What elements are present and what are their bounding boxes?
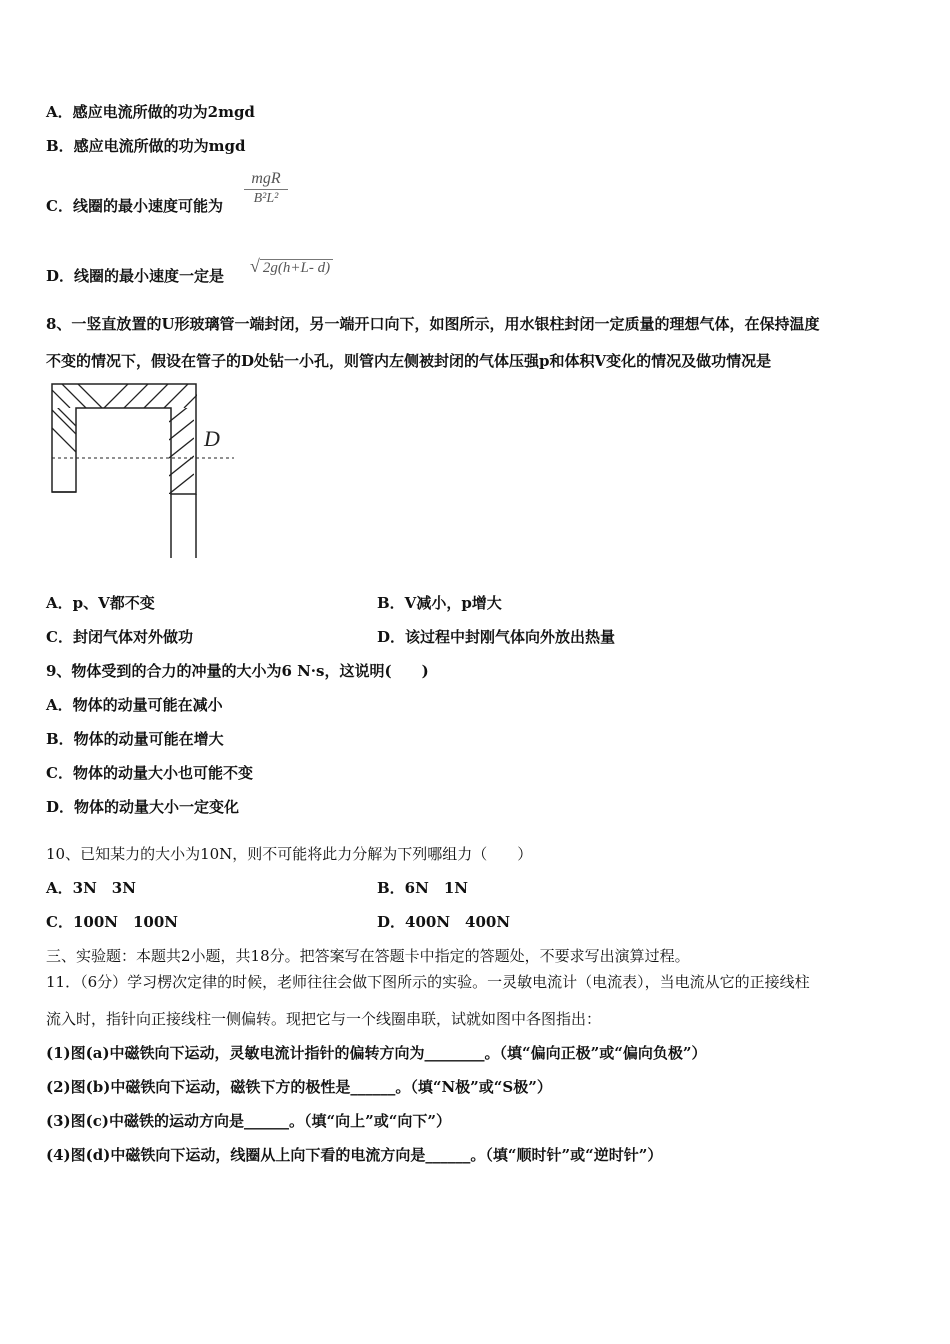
q8-option-b: B．V减小，p增大 (377, 594, 502, 612)
q10-option-b: B．6N 1N (377, 879, 468, 897)
q8-stem-line2: 不变的情况下，假设在管子的D处钻一小孔，则管内左侧被封闭的气体压强p和体积V变化的情况及做功情况是 (46, 352, 772, 370)
q9-option-c: C．物体的动量大小也可能不变 (46, 764, 253, 782)
figure-label-d: D (204, 426, 220, 451)
sqrt-radicand: 2g(h+L- d) (260, 259, 333, 277)
q11-sub2: (2)图(b)中磁铁向下运动，磁铁下方的极性是______。（填“N极”或“S极”） (46, 1078, 552, 1096)
q8-option-a: A．p、V都不变 (46, 594, 155, 612)
q9-stem: 9、物体受到的合力的冲量的大小为6 N·s，这说明( ) (46, 662, 429, 680)
section-heading: 三、实验题：本题共2小题，共18分。把答案写在答题卡中指定的答题处，不要求写出演算过程。 (46, 947, 690, 965)
q10-option-a: A．3N 3N (46, 879, 136, 897)
q10-option-d: D．400N 400N (377, 913, 511, 931)
q9-option-a: A．物体的动量可能在减小 (46, 696, 223, 714)
q10-stem: 10、已知某力的大小为10N，则不可能将此力分解为下列哪组力（ ） (46, 845, 533, 863)
q11-sub4: (4)图(d)中磁铁向下运动，线圈从上向下看的电流方向是______。（填“顺时针”或“逆时针”） (46, 1146, 663, 1164)
q8-option-d: D．该过程中封刚气体向外放出热量 (377, 628, 616, 646)
u-tube-figure (44, 382, 244, 562)
q8-stem-line1: 8、一竖直放置的U形玻璃管一端封闭，另一端开口向下，如图所示，用水银柱封闭一定质量的理想气体，在保持温度 (46, 315, 820, 333)
q7-option-a: A．感应电流所做的功为2mgd (46, 103, 255, 121)
q7-option-b: B．感应电流所做的功为mgd (46, 137, 246, 155)
fraction-numerator: mgR (251, 170, 281, 187)
q8-option-c: C．封闭气体对外做功 (46, 628, 193, 646)
q9-option-b: B．物体的动量可能在增大 (46, 730, 224, 748)
q7-option-d: D．线圈的最小速度一定是 (46, 267, 225, 285)
q11-sub3: (3)图(c)中磁铁的运动方向是______。（填“向上”或“向下”） (46, 1112, 451, 1130)
fraction-denominator: B²L² (253, 191, 279, 206)
q10-option-c: C．100N 100N (46, 913, 178, 931)
q11-sub1: (1)图(a)中磁铁向下运动，灵敏电流计指针的偏转方向为________。（填“偏向正极”或“偏向负极”） (46, 1044, 707, 1062)
q11-stem-line1: 11．（6分）学习楞次定律的时候，老师往往会做下图所示的实验。一灵敏电流计（电流表），当电流从它的正接线柱 (46, 973, 810, 991)
q7-option-d-sqrt: √ 2g(h+L- d) (250, 256, 333, 277)
q7-option-c-fraction (244, 170, 288, 207)
q9-option-d: D．物体的动量大小一定变化 (46, 798, 240, 816)
q11-stem-line2: 流入时，指针向正接线柱一侧偏转。现把它与一个线圈串联，试就如图中各图指出： (46, 1010, 602, 1028)
q7-option-c: C．线圈的最小速度可能为 (46, 197, 223, 215)
